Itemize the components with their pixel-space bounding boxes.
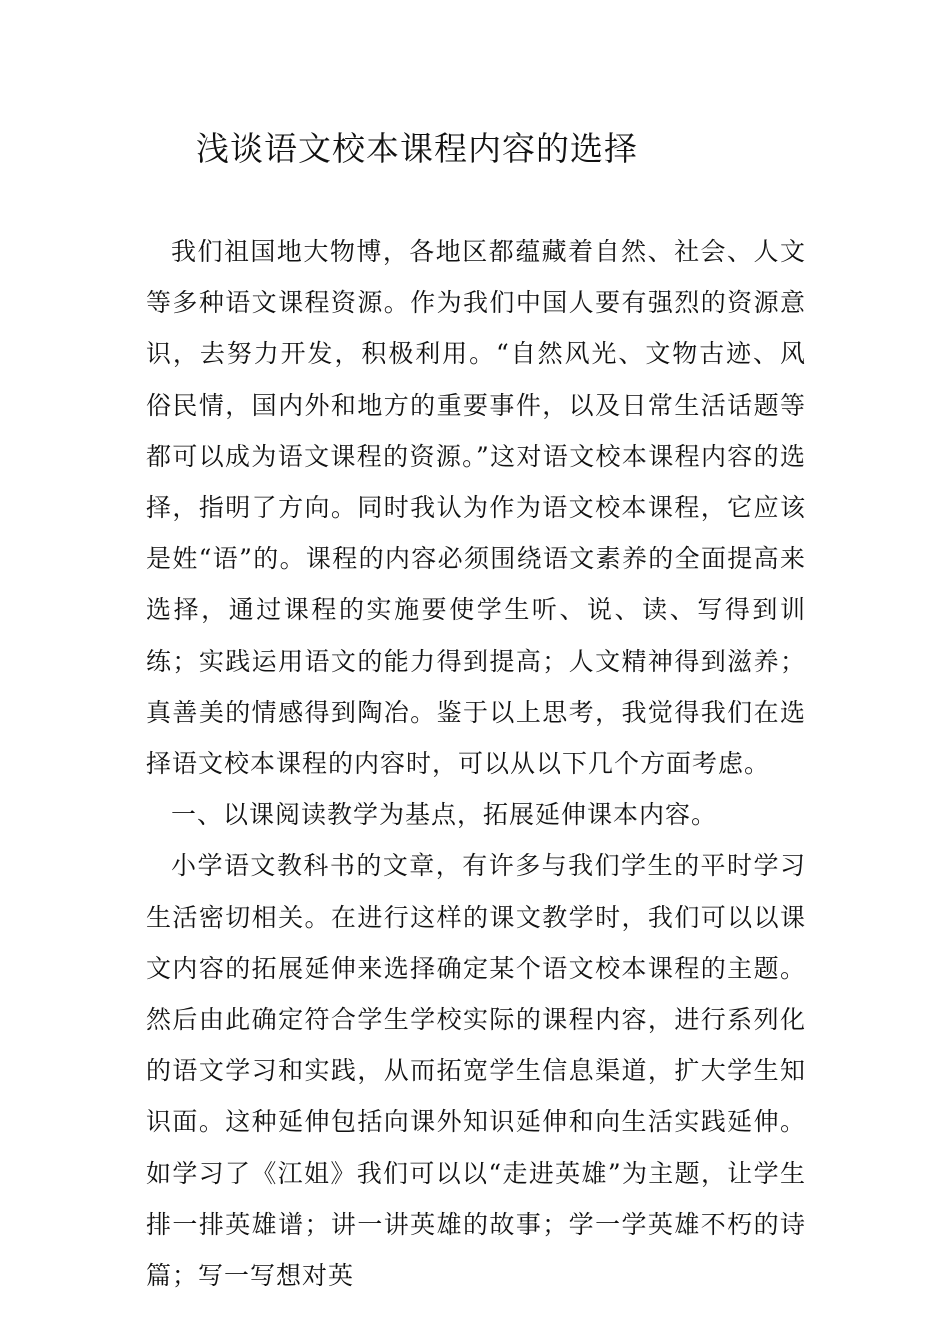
document-body <box>146 226 806 1301</box>
paragraph-section-heading: 一、以课阅读教学为基点，拓展延伸课本内容。 <box>171 800 718 830</box>
document-title: 浅谈语文校本课程内容的选择 <box>196 129 638 168</box>
paragraph-section-body: 小学语文教科书的文章，有许多与我们学生的平时学习生活密切相关。在进行这样的课文教学时，我们可以以课文内容的拓展延伸来选择确定某个语文校本课程的主题。然后由此确定符合学生学校实际的课程内容，进行系列化的语文学习和实践，从而拓宽学生信息渠道，扩大学生知识面。这种延伸包括向课外知识延伸和向生活实践延伸。 如学习了《江姐》我们可以以“走进英雄”为主题，让学生排一排英雄谱；讲一讲英雄的故事；学一学英雄不朽的诗篇；写一写想对英 <box>146 851 806 1291</box>
paragraph-intro: 我们祖国地大物博，各地区都蕴藏着自然、社会、人文等多种语文课程资源。作为我们中国人要有强烈的资源意识，去努力开发，积极利用。“自然风光、文物古迹、风俗民情，国内外和地方的重要事件，以及日常生活话题等都可以成为语文课程的资源。”这对语文校本课程内容的选择，指明了方向。同时我认为作为语文校本课程，它应该是姓“语”的。课程的内容必须围绕语文素养的全面提高来选择，通过课程的实施要使学生听、说、读、写得到训练；实践运用语文的能力得到提高；人文精神得到滋养；真善美的情感得到陶冶。鉴于以上思考，我觉得我们在选择语文校本课程的内容时，可以从以下几个方面考虑。 <box>146 237 806 779</box>
